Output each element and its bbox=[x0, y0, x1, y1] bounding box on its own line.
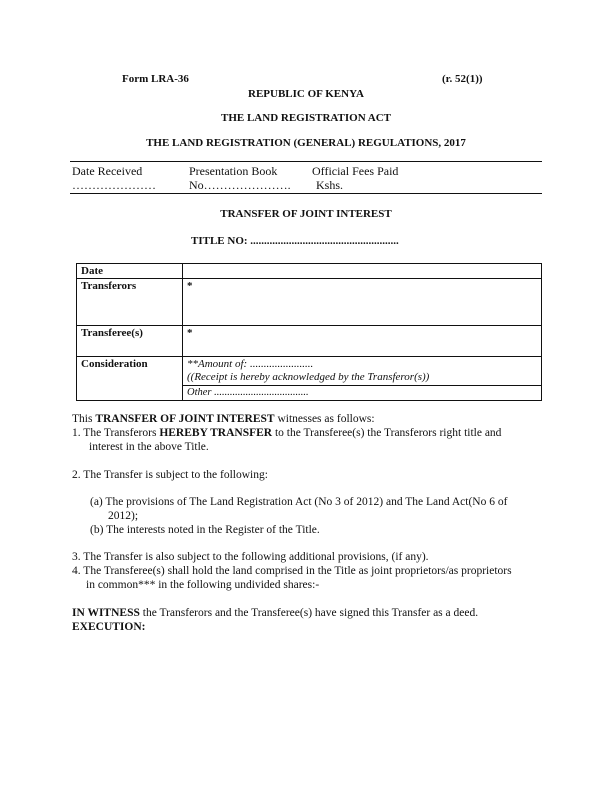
document-title: TRANSFER OF JOINT INTEREST bbox=[220, 208, 392, 220]
date-row bbox=[77, 264, 542, 279]
consideration-row bbox=[77, 357, 542, 386]
transferors-value: * bbox=[183, 279, 542, 326]
clause-4-line-2: in common*** in the following undivided shares:- bbox=[86, 579, 320, 591]
official-fees-field: Kshs. bbox=[316, 178, 344, 192]
top-rule bbox=[70, 161, 542, 162]
clause-4-line-1: 4. The Transferee(s) shall hold the land comprised in the Title as joint proprietors/as proprietors bbox=[72, 565, 512, 577]
official-fees-label: Official Fees Paid bbox=[312, 164, 399, 178]
witness-line bbox=[72, 607, 478, 620]
clause-2b: (b) The interests noted in the Register of the Title. bbox=[90, 524, 320, 536]
other-line: Other .................................... bbox=[183, 386, 542, 401]
presentation-book-label: Presentation Book bbox=[189, 164, 278, 178]
clause-2: 2. The Transfer is subject to the following: bbox=[72, 469, 268, 481]
transferees-row bbox=[77, 326, 542, 357]
transferees-value: * bbox=[183, 326, 542, 357]
receipt-line: ((Receipt is hereby acknowledged by the Transferor(s)) bbox=[187, 371, 430, 383]
consideration-label: Consideration bbox=[77, 357, 183, 401]
witness-post: the Transferors and the Transferee(s) have signed this Transfer as a deed. bbox=[139, 607, 479, 619]
execution-heading: EXECUTION: bbox=[72, 621, 146, 633]
presentation-book-field: No…………………. bbox=[189, 178, 291, 192]
title-number-field: : ...................................................... bbox=[243, 235, 399, 247]
intro-line bbox=[72, 413, 375, 426]
clause-1-line-2: interest in the above Title. bbox=[89, 441, 209, 453]
rule-reference: (r. 52(1)) bbox=[442, 73, 483, 85]
form-number: Form LRA-36 bbox=[122, 73, 189, 85]
clause-2a-line-2: 2012); bbox=[108, 510, 139, 522]
amount-line: **Amount of: ....................... bbox=[187, 358, 314, 370]
act-heading: THE LAND REGISTRATION ACT bbox=[220, 112, 392, 124]
date-label: Date bbox=[77, 264, 183, 279]
date-value bbox=[183, 264, 542, 279]
clause-1-line-1 bbox=[72, 427, 501, 440]
date-received-field: ………………… bbox=[72, 178, 156, 192]
clause-1-bold: HEREBY TRANSFER bbox=[159, 427, 273, 439]
intro-post: witnesses as follows: bbox=[274, 413, 375, 425]
parties-table bbox=[76, 263, 542, 401]
regulations-heading: THE LAND REGISTRATION (GENERAL) REGULATIONS, 2017 bbox=[146, 137, 466, 149]
consideration-amount-cell bbox=[183, 357, 542, 386]
intro-bold: TRANSFER OF JOINT INTEREST bbox=[95, 413, 275, 425]
transferors-label: Transferors bbox=[77, 279, 183, 326]
transferees-label: Transferee(s) bbox=[77, 326, 183, 357]
bottom-rule bbox=[70, 193, 542, 194]
clause-1-pre: 1. The Transferors bbox=[72, 427, 160, 439]
transferors-row bbox=[77, 279, 542, 326]
title-number-line bbox=[191, 235, 399, 247]
title-number-label: TITLE NO bbox=[191, 235, 244, 247]
clause-3: 3. The Transfer is also subject to the following additional provisions, (if any). bbox=[72, 551, 429, 563]
date-received-label: Date Received bbox=[72, 164, 143, 178]
clause-2a-line-1: (a) The provisions of The Land Registration Act (No 3 of 2012) and The Land Act(No 6 of bbox=[90, 496, 508, 508]
clause-1-post: to the Transferee(s) the Transferors right title and bbox=[272, 427, 502, 439]
witness-bold: IN WITNESS bbox=[72, 607, 140, 619]
republic-heading: REPUBLIC OF KENYA bbox=[248, 88, 364, 100]
intro-pre: This bbox=[72, 413, 96, 425]
